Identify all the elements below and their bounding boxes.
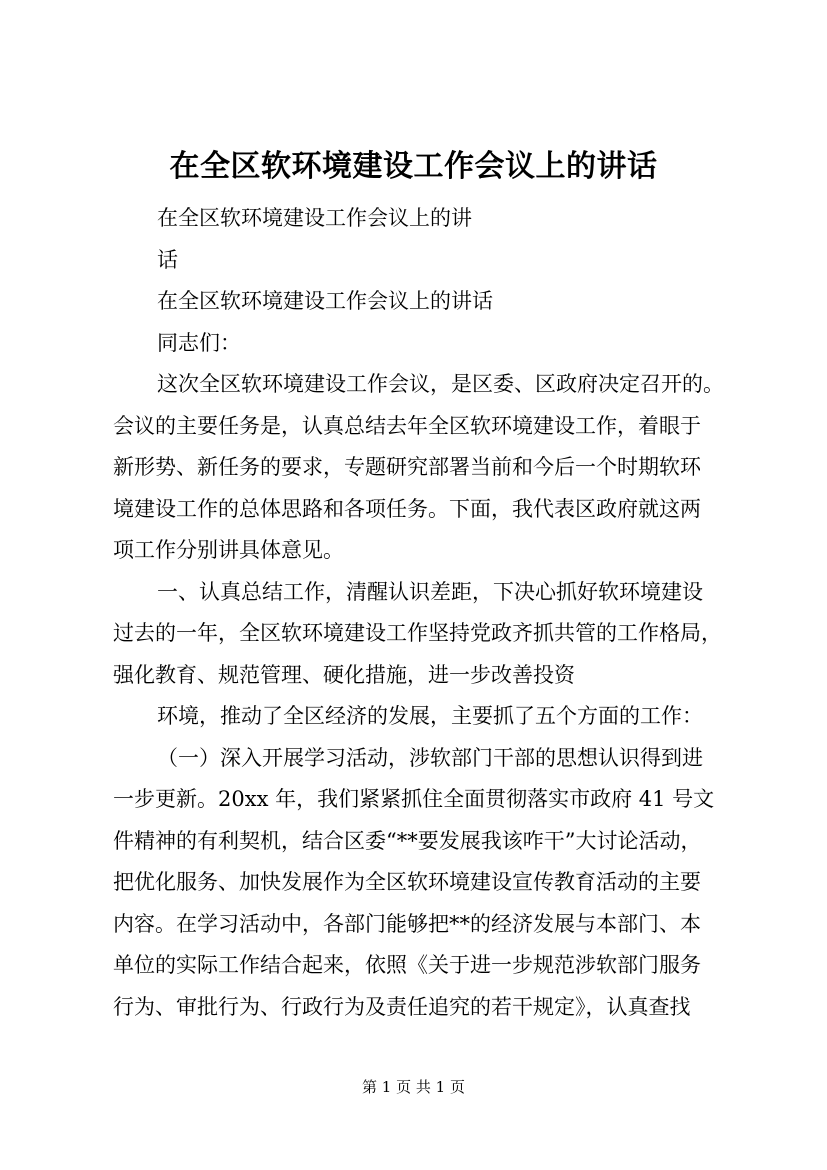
body-line: 新形势、新任务的要求，专题研究部署当前和今后一个时期软环 (113, 455, 701, 479)
body-line: 会议的主要任务是，认真总结去年全区软环境建设工作，着眼于 (113, 413, 701, 438)
body-line: 一、认真总结工作，清醒认识差距，下决心抓好软环境建设 (157, 579, 703, 604)
body-line: 话 (157, 247, 178, 272)
body-line: 一步更新。20xx 年，我们紧紧抓住全面贯彻落实市政府 41 号文 (113, 787, 715, 811)
body-line: 境建设工作的总体思路和各项任务。下面，我代表区政府就这两 (113, 496, 701, 521)
body-line: 行为、审批行为、行政行为及责任追究的若干规定》，认真查找 (113, 994, 691, 1019)
body-line: 单位的实际工作结合起来，依照《关于进一步规范涉软部门服务 (113, 953, 701, 977)
body-line: 把优化服务、加快发展作为全区软环境建设宣传教育活动的主要 (113, 870, 701, 894)
document-body (113, 198, 741, 1028)
body-line: 同志们： (157, 330, 241, 355)
body-line: 环境，推动了全区经济的发展，主要抓了五个方面的工作： (157, 704, 703, 728)
body-line: 这次全区软环境建设工作会议，是区委、区政府决定召开的。 (157, 372, 724, 396)
body-line: 内容。在学习活动中，各部门能够把**的经济发展与本部门、本 (113, 911, 701, 936)
body-line: 强化教育、规范管理、硬化措施，进一步改善投资 (113, 662, 575, 687)
body-line: 过去的一年，全区软环境建设工作坚持党政齐抓共管的工作格局， (113, 621, 722, 645)
document-title: 在全区软环境建设工作会议上的讲话 (169, 149, 658, 184)
body-line: 在全区软环境建设工作会议上的讲话 (157, 289, 493, 313)
page-number-footer: 第 1 页 共 1 页 (362, 1078, 465, 1096)
body-line: 项工作分别讲具体意见。 (113, 538, 344, 562)
body-line: 件精神的有利契机，结合区委“**要发展我该咋干”大讨论活动， (113, 828, 702, 853)
body-line: （一）深入开展学习活动，涉软部门干部的思想认识得到进 (157, 745, 703, 770)
body-line: 在全区软环境建设工作会议上的讲 (157, 206, 472, 230)
